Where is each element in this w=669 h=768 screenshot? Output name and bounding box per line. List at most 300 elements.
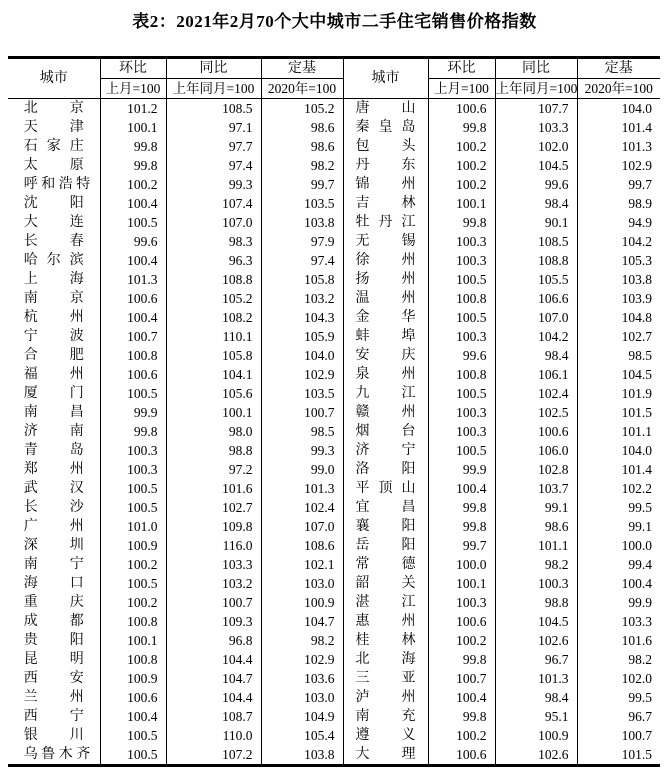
mom-cell: 100.8 [100, 346, 166, 365]
city-cell [343, 232, 428, 251]
yoy-cell: 102.5 [495, 403, 577, 422]
fixed-base-cell: 102.0 [577, 669, 660, 688]
col-header-city-left: 城市 [8, 58, 100, 99]
mom-cell: 100.5 [100, 726, 166, 745]
mom-cell: 100.6 [428, 745, 495, 766]
fixed-base-cell: 103.0 [261, 574, 343, 593]
city-name: 吉 林 [355, 196, 416, 211]
city-cell [343, 517, 428, 536]
yoy-cell: 98.4 [495, 194, 577, 213]
yoy-cell: 98.3 [166, 232, 261, 251]
city-cell [343, 498, 428, 517]
city-cell [343, 745, 428, 766]
city-name: 青 岛 [23, 443, 84, 458]
yoy-cell: 109.8 [166, 517, 261, 536]
city-cell [8, 574, 100, 593]
fixed-base-cell: 98.2 [261, 156, 343, 175]
fixed-base-cell: 105.4 [261, 726, 343, 745]
mom-cell: 100.3 [428, 593, 495, 612]
city-name: 徐 州 [355, 253, 416, 268]
fixed-base-cell: 104.9 [261, 707, 343, 726]
city-cell [343, 270, 428, 289]
city-cell [8, 384, 100, 403]
city-name: 遵 义 [355, 728, 416, 743]
city-cell [8, 232, 100, 251]
table-row [8, 441, 660, 460]
city-cell [8, 175, 100, 194]
yoy-cell: 108.2 [166, 308, 261, 327]
city-cell [8, 422, 100, 441]
city-name: 常 德 [355, 557, 416, 572]
fixed-base-cell: 99.9 [577, 593, 660, 612]
table-row [8, 251, 660, 270]
mom-cell: 100.3 [100, 441, 166, 460]
fixed-base-cell: 101.4 [577, 118, 660, 137]
mom-cell: 99.8 [428, 213, 495, 232]
yoy-cell: 96.7 [495, 650, 577, 669]
city-name: 重 庆 [23, 595, 84, 610]
col-header-city-right: 城市 [343, 58, 428, 99]
city-name: 秦 皇 岛 [355, 120, 416, 135]
city-cell [8, 460, 100, 479]
mom-cell: 100.5 [100, 479, 166, 498]
mom-cell: 100.4 [100, 251, 166, 270]
fixed-base-cell: 98.2 [261, 631, 343, 650]
city-cell [8, 99, 100, 119]
fixed-base-cell: 102.2 [577, 479, 660, 498]
city-name: 武 汉 [23, 481, 84, 496]
fixed-base-cell: 102.7 [577, 327, 660, 346]
table-row [8, 194, 660, 213]
mom-cell: 99.8 [428, 650, 495, 669]
yoy-cell: 102.0 [495, 137, 577, 156]
fixed-base-cell: 99.7 [261, 175, 343, 194]
city-name: 上 海 [23, 272, 84, 287]
col-subheader-fixed-base-left: 2020年=100 [261, 79, 343, 99]
city-cell [343, 688, 428, 707]
city-cell [343, 612, 428, 631]
city-name: 南 京 [23, 291, 84, 306]
city-name: 平 顶 山 [355, 481, 416, 496]
mom-cell: 100.9 [100, 536, 166, 555]
mom-cell: 100.2 [100, 555, 166, 574]
mom-cell: 100.3 [428, 251, 495, 270]
fixed-base-cell: 101.9 [577, 384, 660, 403]
city-name: 南 宁 [23, 557, 84, 572]
mom-cell: 101.0 [100, 517, 166, 536]
city-name: 南 充 [355, 709, 416, 724]
yoy-cell: 104.1 [166, 365, 261, 384]
city-name: 烟 台 [355, 424, 416, 439]
city-name: 温 州 [355, 291, 416, 306]
yoy-cell: 103.7 [495, 479, 577, 498]
city-cell [8, 669, 100, 688]
city-name: 广 州 [23, 519, 84, 534]
yoy-cell: 97.2 [166, 460, 261, 479]
city-name: 海 口 [23, 576, 84, 591]
fixed-base-cell: 103.9 [577, 289, 660, 308]
yoy-cell: 105.5 [495, 270, 577, 289]
mom-cell: 100.2 [428, 175, 495, 194]
mom-cell: 100.5 [100, 574, 166, 593]
yoy-cell: 104.4 [166, 688, 261, 707]
fixed-base-cell: 101.6 [577, 631, 660, 650]
col-subheader-yoy-base-left: 上年同月=100 [166, 79, 261, 99]
mom-cell: 99.7 [428, 536, 495, 555]
city-name: 银 川 [23, 728, 84, 743]
city-cell [343, 289, 428, 308]
mom-cell: 100.6 [100, 289, 166, 308]
mom-cell: 100.3 [100, 460, 166, 479]
city-name: 大 连 [23, 215, 84, 230]
city-cell [8, 194, 100, 213]
yoy-cell: 103.3 [495, 118, 577, 137]
table-row [8, 403, 660, 422]
city-cell [343, 365, 428, 384]
table-row [8, 669, 660, 688]
fixed-base-cell: 104.0 [577, 99, 660, 119]
city-name: 赣 州 [355, 405, 416, 420]
yoy-cell: 95.1 [495, 707, 577, 726]
city-name: 杭 州 [23, 310, 84, 325]
fixed-base-cell: 102.4 [261, 498, 343, 517]
table-row [8, 308, 660, 327]
table-row [8, 726, 660, 745]
city-name: 岳 阳 [355, 538, 416, 553]
table-row [8, 593, 660, 612]
col-subheader-mom-base-right: 上月=100 [428, 79, 495, 99]
table-row [8, 498, 660, 517]
city-cell [8, 213, 100, 232]
fixed-base-cell: 101.5 [577, 403, 660, 422]
fixed-base-cell: 105.2 [261, 99, 343, 119]
city-cell [8, 118, 100, 137]
table-body [8, 99, 660, 766]
yoy-cell: 98.4 [495, 688, 577, 707]
fixed-base-cell: 105.9 [261, 327, 343, 346]
fixed-base-cell: 97.4 [261, 251, 343, 270]
city-cell [343, 137, 428, 156]
city-cell [343, 99, 428, 119]
city-name: 兰 州 [23, 690, 84, 705]
city-name: 泉 州 [355, 367, 416, 382]
yoy-cell: 103.3 [166, 555, 261, 574]
city-cell [8, 251, 100, 270]
city-cell [8, 327, 100, 346]
fixed-base-cell: 100.7 [577, 726, 660, 745]
city-cell [8, 536, 100, 555]
fixed-base-cell: 103.8 [261, 213, 343, 232]
yoy-cell: 102.6 [495, 745, 577, 766]
mom-cell: 100.1 [428, 574, 495, 593]
city-name: 西 安 [23, 671, 84, 686]
table-row [8, 536, 660, 555]
fixed-base-cell: 99.3 [261, 441, 343, 460]
yoy-cell: 105.6 [166, 384, 261, 403]
yoy-cell: 107.7 [495, 99, 577, 119]
yoy-cell: 102.8 [495, 460, 577, 479]
fixed-base-cell: 97.9 [261, 232, 343, 251]
mom-cell: 100.7 [100, 327, 166, 346]
col-header-mom-right: 环比 [428, 58, 495, 79]
table-row [8, 289, 660, 308]
table-row [8, 631, 660, 650]
yoy-cell: 98.8 [495, 593, 577, 612]
table-row [8, 460, 660, 479]
col-subheader-yoy-base-right: 上年同月=100 [495, 79, 577, 99]
city-cell [8, 517, 100, 536]
fixed-base-cell: 102.9 [261, 650, 343, 669]
fixed-base-cell: 100.9 [261, 593, 343, 612]
city-name: 长 沙 [23, 500, 84, 515]
city-cell [343, 460, 428, 479]
city-name: 合 肥 [23, 348, 84, 363]
yoy-cell: 102.7 [166, 498, 261, 517]
mom-cell: 100.2 [428, 631, 495, 650]
yoy-cell: 96.8 [166, 631, 261, 650]
city-name: 郑 州 [23, 462, 84, 477]
fixed-base-cell: 98.2 [577, 650, 660, 669]
mom-cell: 100.6 [428, 99, 495, 119]
mom-cell: 99.8 [100, 156, 166, 175]
mom-cell: 100.5 [428, 384, 495, 403]
fixed-base-cell: 104.5 [577, 365, 660, 384]
city-name: 北 海 [355, 652, 416, 667]
city-name: 长 春 [23, 234, 84, 249]
city-cell [343, 251, 428, 270]
city-cell [8, 707, 100, 726]
city-cell [343, 650, 428, 669]
mom-cell: 100.4 [100, 194, 166, 213]
city-cell [8, 156, 100, 175]
city-name: 北 京 [23, 101, 84, 116]
city-name: 湛 江 [355, 595, 416, 610]
fixed-base-cell: 103.8 [261, 745, 343, 766]
yoy-cell: 106.1 [495, 365, 577, 384]
city-name: 厦 门 [23, 386, 84, 401]
col-subheader-fixed-base-right: 2020年=100 [577, 79, 660, 99]
yoy-cell: 107.0 [166, 213, 261, 232]
fixed-base-cell: 98.5 [577, 346, 660, 365]
city-name: 济 宁 [355, 443, 416, 458]
fixed-base-cell: 104.0 [261, 346, 343, 365]
yoy-cell: 102.6 [495, 631, 577, 650]
col-header-fixed-right: 定基 [577, 58, 660, 79]
col-header-yoy-left: 同比 [166, 58, 261, 79]
mom-cell: 100.6 [100, 365, 166, 384]
mom-cell: 100.1 [100, 118, 166, 137]
city-cell [8, 441, 100, 460]
yoy-cell: 100.9 [495, 726, 577, 745]
table-row [8, 118, 660, 137]
fixed-base-cell: 98.6 [261, 118, 343, 137]
city-name: 安 庆 [355, 348, 416, 363]
yoy-cell: 104.2 [495, 327, 577, 346]
table-row [8, 137, 660, 156]
mom-cell: 100.2 [428, 137, 495, 156]
city-name: 天 津 [23, 120, 84, 135]
city-name: 哈 尔 滨 [23, 253, 84, 268]
fixed-base-cell: 100.7 [261, 403, 343, 422]
city-name: 九 江 [355, 386, 416, 401]
yoy-cell: 105.8 [166, 346, 261, 365]
city-name: 蚌 埠 [355, 329, 416, 344]
mom-cell: 100.8 [100, 650, 166, 669]
city-cell [8, 555, 100, 574]
fixed-base-cell: 104.7 [261, 612, 343, 631]
yoy-cell: 100.7 [166, 593, 261, 612]
yoy-cell: 103.2 [166, 574, 261, 593]
mom-cell: 99.9 [100, 403, 166, 422]
city-cell [343, 308, 428, 327]
fixed-base-cell: 105.8 [261, 270, 343, 289]
mom-cell: 99.8 [428, 707, 495, 726]
yoy-cell: 90.1 [495, 213, 577, 232]
table-row [8, 612, 660, 631]
mom-cell: 100.0 [428, 555, 495, 574]
city-cell [343, 631, 428, 650]
mom-cell: 100.5 [100, 213, 166, 232]
mom-cell: 100.5 [100, 498, 166, 517]
city-cell [343, 593, 428, 612]
price-index-table [8, 56, 660, 767]
mom-cell: 100.8 [428, 365, 495, 384]
city-cell [8, 270, 100, 289]
table-row [8, 175, 660, 194]
table-row [8, 574, 660, 593]
yoy-cell: 107.0 [495, 308, 577, 327]
city-name: 襄 阳 [355, 519, 416, 534]
mom-cell: 101.3 [100, 270, 166, 289]
city-cell [343, 327, 428, 346]
mom-cell: 100.4 [428, 688, 495, 707]
city-name: 锦 州 [355, 177, 416, 192]
mom-cell: 99.9 [428, 460, 495, 479]
yoy-cell: 99.1 [495, 498, 577, 517]
city-cell [343, 175, 428, 194]
city-name: 金 华 [355, 310, 416, 325]
col-subheader-mom-base-left: 上月=100 [105, 81, 161, 96]
table-row [8, 213, 660, 232]
city-name: 大 理 [355, 747, 416, 762]
city-cell [343, 669, 428, 688]
fixed-base-cell: 101.5 [577, 745, 660, 766]
fixed-base-cell: 98.9 [577, 194, 660, 213]
mom-cell: 100.1 [100, 631, 166, 650]
table-row [8, 517, 660, 536]
yoy-cell: 100.6 [495, 422, 577, 441]
fixed-base-cell: 99.7 [577, 175, 660, 194]
city-cell [8, 745, 100, 766]
mom-cell: 100.5 [428, 270, 495, 289]
yoy-cell: 107.2 [166, 745, 261, 766]
city-cell [8, 631, 100, 650]
city-cell [343, 118, 428, 137]
table-row [8, 384, 660, 403]
mom-cell: 100.9 [100, 669, 166, 688]
mom-cell: 100.5 [100, 384, 166, 403]
fixed-base-cell: 104.0 [577, 441, 660, 460]
mom-cell: 99.8 [428, 517, 495, 536]
city-cell [343, 536, 428, 555]
mom-cell: 100.2 [100, 593, 166, 612]
yoy-cell: 110.0 [166, 726, 261, 745]
city-name: 牡 丹 江 [355, 215, 416, 230]
city-name: 贵 阳 [23, 633, 84, 648]
city-name: 泸 州 [355, 690, 416, 705]
mom-cell: 99.6 [428, 346, 495, 365]
mom-cell: 100.3 [428, 232, 495, 251]
yoy-cell: 108.5 [495, 232, 577, 251]
mom-cell: 101.2 [100, 99, 166, 119]
yoy-cell: 98.4 [495, 346, 577, 365]
city-name: 宜 昌 [355, 500, 416, 515]
city-cell [343, 213, 428, 232]
city-name: 乌 鲁 木 齐 [23, 747, 91, 762]
city-cell [343, 156, 428, 175]
city-name: 桂 林 [355, 633, 416, 648]
city-name: 三 亚 [355, 671, 416, 686]
city-name: 扬 州 [355, 272, 416, 287]
mom-cell: 100.3 [428, 422, 495, 441]
yoy-cell: 99.6 [495, 175, 577, 194]
city-cell [343, 346, 428, 365]
city-name: 惠 州 [355, 614, 416, 629]
city-name: 太 原 [23, 158, 84, 173]
city-cell [8, 726, 100, 745]
fixed-base-cell: 104.3 [261, 308, 343, 327]
city-cell [343, 574, 428, 593]
city-name: 呼 和 浩 特 [23, 177, 91, 192]
city-cell [8, 346, 100, 365]
yoy-cell: 101.6 [166, 479, 261, 498]
fixed-base-cell: 99.5 [577, 688, 660, 707]
mom-cell: 100.5 [428, 441, 495, 460]
city-cell [343, 707, 428, 726]
yoy-cell: 98.0 [166, 422, 261, 441]
mom-cell: 100.1 [428, 194, 495, 213]
header-row-bases [8, 79, 660, 99]
city-name: 包 头 [355, 139, 416, 154]
yoy-cell: 97.4 [166, 156, 261, 175]
city-name: 昆 明 [23, 652, 84, 667]
yoy-cell: 97.7 [166, 137, 261, 156]
fixed-base-cell: 103.6 [261, 669, 343, 688]
city-name: 西 宁 [23, 709, 84, 724]
yoy-cell: 108.7 [166, 707, 261, 726]
city-cell [8, 365, 100, 384]
col-header-fixed-left: 定基 [261, 58, 343, 79]
city-name: 宁 波 [23, 329, 84, 344]
yoy-cell: 100.3 [495, 574, 577, 593]
table-row [8, 346, 660, 365]
fixed-base-cell: 96.7 [577, 707, 660, 726]
yoy-cell: 110.1 [166, 327, 261, 346]
city-name: 石 家 庄 [23, 139, 84, 154]
table-row [8, 327, 660, 346]
yoy-cell: 107.4 [166, 194, 261, 213]
mom-cell: 100.7 [428, 669, 495, 688]
fixed-base-cell: 100.4 [577, 574, 660, 593]
fixed-base-cell: 102.1 [261, 555, 343, 574]
yoy-cell: 106.6 [495, 289, 577, 308]
yoy-cell: 106.0 [495, 441, 577, 460]
mom-cell: 100.4 [100, 707, 166, 726]
mom-cell: 100.2 [100, 175, 166, 194]
yoy-cell: 96.3 [166, 251, 261, 270]
city-cell [8, 688, 100, 707]
yoy-cell: 104.7 [166, 669, 261, 688]
